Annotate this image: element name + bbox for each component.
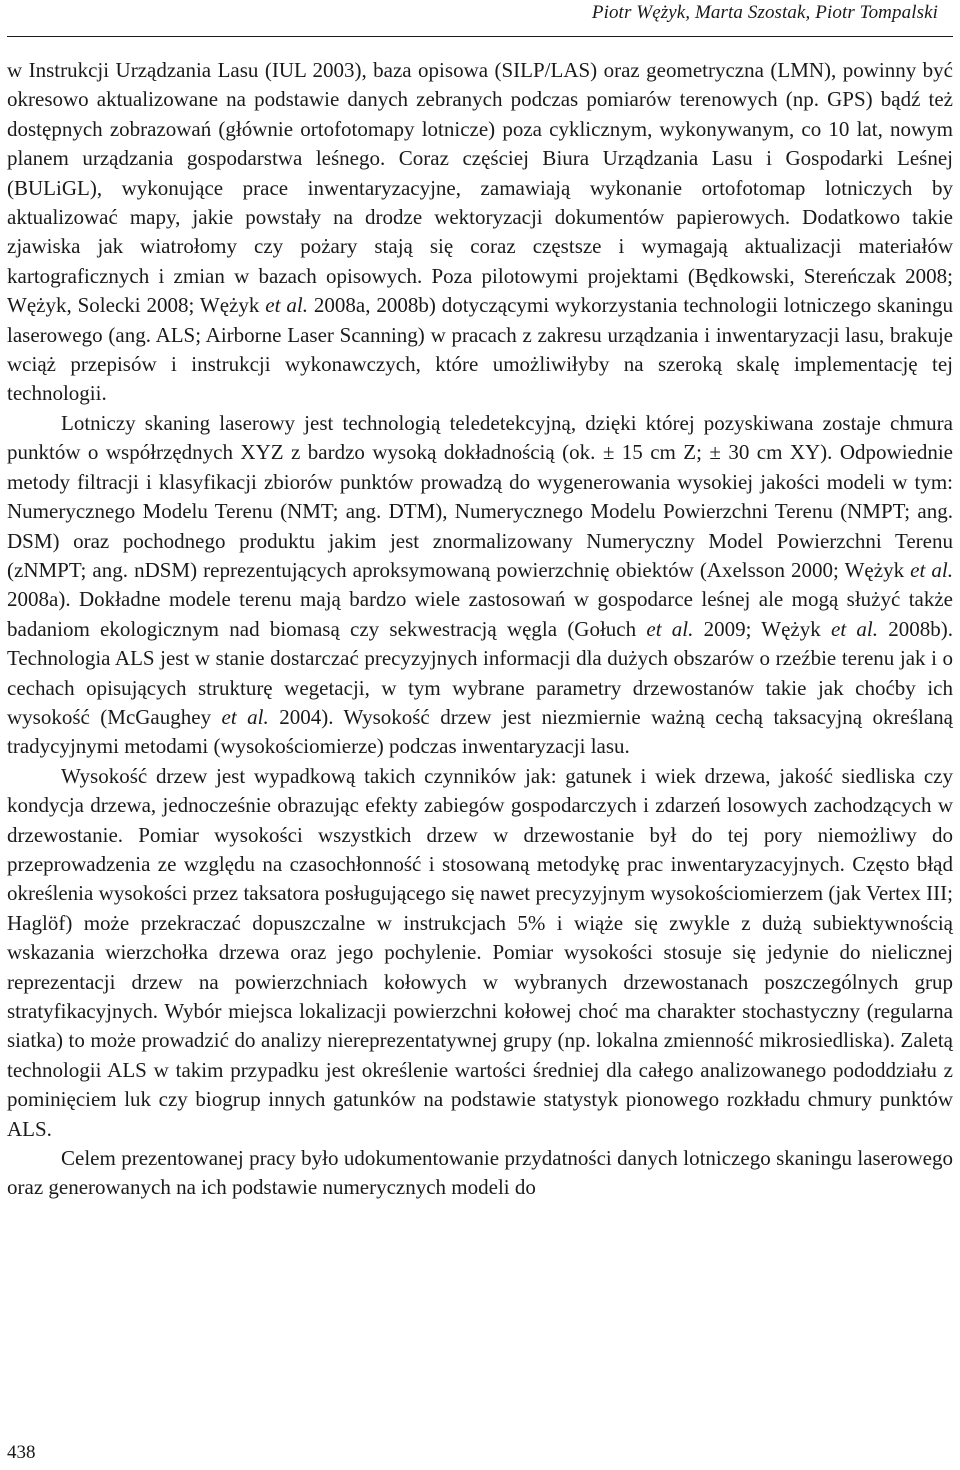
- italic-citation-text: et al.: [221, 704, 269, 729]
- page-number: 438: [7, 1442, 36, 1463]
- paragraph-3: [7, 762, 953, 1144]
- paragraph-text: Lotniczy skaning laserowy jest technologią teledetekcyjną, dzięki której pozyskiwana zostaje chmura punktów o współrzędnych XYZ z bardzo wysoką dokładnością (ok. ± 15 cm Z; ± 30 cm XY). Odpowiednie metody filtracji i klasyfikacji zbiorów punktów prowadzą do wygenerowania wysokiej jakości modeli w tym: Numerycznego Modelu Terenu (NMT; ang. DTM), Numerycznego Modelu Powierzchni Terenu (NMPT; ang. DSM) oraz pochodnego produktu jakim jest znormalizowany Numeryczny Model Powierzchni Terenu (zNMPT; ang. nDSM) reprezentujących aproksymowaną powierzchnię obiektów (Axelsson 2000; Wężyk: [7, 410, 953, 582]
- paragraph-text: 2008a). Dokładne modele terenu mają bardzo wiele zastosowań w gospodarce leśnej ale mogą służyć także badaniom ekologicznym nad biomasą czy sekwestracją węgla (Gołuch: [7, 587, 953, 641]
- paragraph-text: 2008a, 2008b) dotyczącymi wykorzystania technologii lotniczego skaningu laserowego (ang. ALS; Airborne Laser Scanning) w pracach z zakresu urządzania i inwentaryzacji lasu, brakuje wciąż przepisów i instrukcji wykonawczych, które umożliwiłyby na szeroką skalę implementację tej technologii.: [7, 293, 953, 406]
- paragraph-text: Wysokość drzew jest wypadkową takich czynników jak: gatunek i wiek drzewa, jakość siedliska czy kondycja drzewa, jednocześnie obrazując efekty zabiegów gospodarczych i zdarzeń losowych zachodzących w drzewostanie. Pomiar wysokości wszystkich drzew w drzewostanie był do tej pory niemożliwy do przeprowadzenia ze względu na czasochłonność i stosowaną metodykę prac inwentaryzacyjnych. Często błąd określenia wysokości przez taksatora posługującego się nawet precyzyjnym wysokościomierzem (jak Vertex III; Haglöf) może przekraczać dopuszczalne w instrukcjach 5% i wiąże się zwykle z dużą subiektywnością wskazania wierzchołka drzewa oraz jego pochylenie. Pomiar wysokości stosuje się jedynie do nielicznej reprezentacji drzew na powierzchniach kołowych w wybranych drzewostanach poszczególnych grup stratyfikacyjnych. Wybór miejsca lokalizacji powierzchni kołowej choć ma charakter stochastyczny (regularna siatka) to może prowadzić do analizy niereprezentatywnej grupy (np. lokalna zmienność mikrosiedliska). Zaletą technologii ALS w takim przypadku jest określenie wartości średniej dla całego analizowanego pododdziału z pominięciem luk czy biogrup innych gatunków na podstawie statystyk pionowego rozkładu chmury punktów ALS.: [7, 763, 953, 1141]
- paragraph-1: [7, 56, 953, 409]
- paragraph-text: w Instrukcji Urządzania Lasu (IUL 2003), baza opisowa (SILP/LAS) oraz geometryczna (LMN), powinny być okresowo aktualizowane na podstawie danych zebranych podczas pomiarów terenowych (np. GPS) bądź też dostępnych zobrazowań (głównie ortofotomapy lotnicze) poza cyklicznym, wykonywanym, co 10 lat, nowym planem urządzania gospodarstwa leśnego. Coraz częściej Biura Urządzania Lasu i Gospodarki Leśnej (BULiGL), wykonujące prace inwentaryzacyjne, zamawiają wykonanie ortofotomap lotniczych by aktualizować mapy, jakie powstały na drodze wektoryzacji dokumentów papierowych. Dodatkowo takie zjawiska jak wiatrołomy czy pożary stają się coraz częstsze i wymagają aktualizacji materiałów kartograficznych i zmian w bazach opisowych. Poza pilotowymi projektami (Będkowski, Stereńczak 2008; Wężyk, Solecki 2008; Wężyk: [7, 58, 953, 318]
- paragraph-text: Celem prezentowanej pracy było udokumentowanie przydatności danych lotniczego skaningu laserowego oraz generowanych na ich podstawie numerycznych modeli do: [7, 1146, 953, 1200]
- paragraph-text: 2004). Wysokość drzew jest niezmiernie ważną cechą taksacyjną określaną tradycyjnymi metodami (wysokościomierze) podczas inwentaryzacji lasu.: [7, 704, 954, 759]
- running-head: Piotr Wężyk, Marta Szostak, Piotr Tompalski: [591, 2, 938, 23]
- italic-citation-text: et al.: [831, 616, 878, 641]
- paragraph-4: [7, 1144, 953, 1203]
- italic-citation-text: et al.: [265, 293, 308, 318]
- paragraph-text: 2009; Wężyk: [693, 616, 831, 641]
- body-text: [7, 56, 953, 1203]
- header-rule: [7, 36, 953, 37]
- italic-citation-text: et al.: [646, 616, 694, 641]
- paragraph-2: [7, 409, 953, 762]
- paragraph-text: 2008b). Technologia ALS jest w stanie dostarczać precyzyjnych informacji dla dużych obszarów o rzeźbie terenu jak i o cechach opisujących strukturę wegetacji, w tym wybrane parametry drzewostanów takie jak choćby ich wysokość (McGaughey: [7, 616, 953, 729]
- italic-citation-text: et al.: [910, 557, 953, 582]
